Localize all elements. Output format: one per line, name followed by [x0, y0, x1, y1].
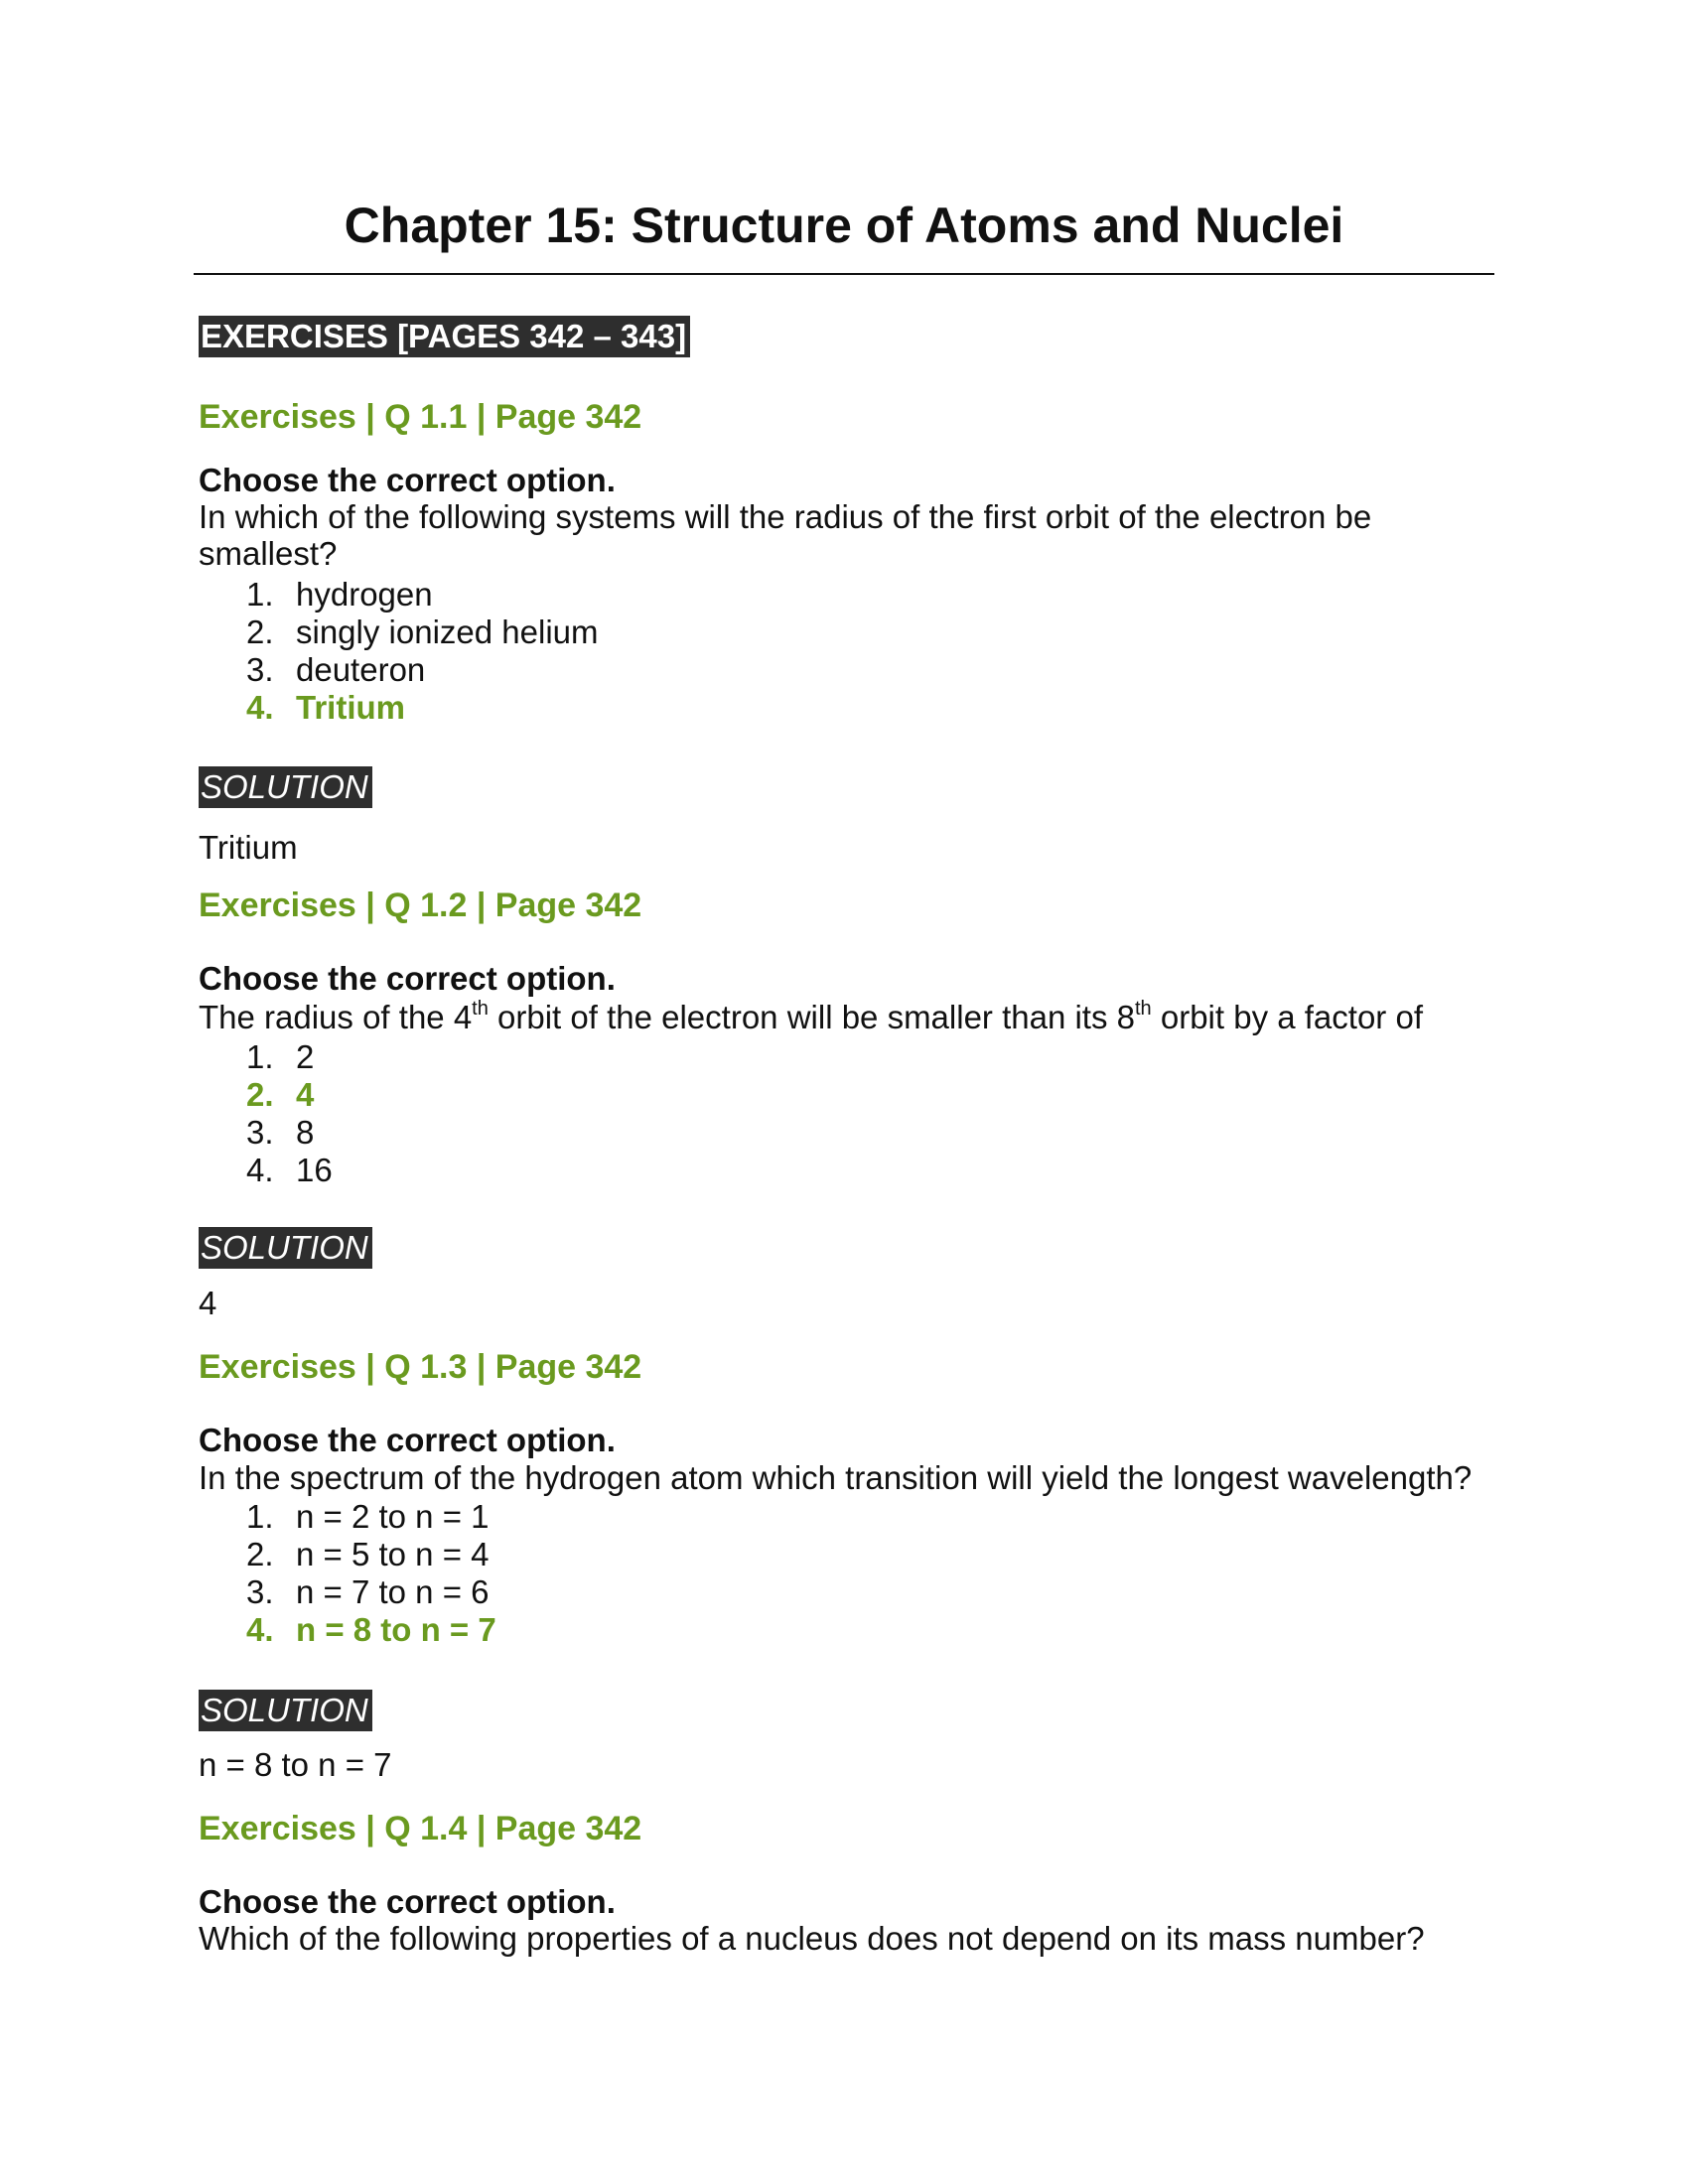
option-1-2-d: 4. 16	[246, 1152, 333, 1188]
question-prompt-1-2: Choose the correct option.	[199, 960, 616, 997]
question-ref-1-2: Exercises | Q 1.2 | Page 342	[199, 887, 642, 924]
option-1-3-b: 2. n = 5 to n = 4	[246, 1536, 490, 1572]
option-1-1-a: 1. hydrogen	[246, 576, 433, 613]
question-text-1-3: In the spectrum of the hydrogen atom which transition will yield the longest wavelength?	[199, 1459, 1473, 1496]
option-1-2-b-correct: 2. 4	[246, 1076, 315, 1113]
question-text-1-2: The radius of the 4th orbit of the electron will be smaller than its 8th orbit by a factor of	[199, 998, 1423, 1035]
title-rule	[194, 273, 1494, 275]
exercises-header: EXERCISES [PAGES 342 – 343]	[199, 316, 690, 357]
option-1-1-b: 2. singly ionized helium	[246, 614, 599, 650]
question-prompt-1-1: Choose the correct option.	[199, 462, 616, 498]
option-1-3-a: 1. n = 2 to n = 1	[246, 1498, 490, 1535]
question-ref-1-1: Exercises | Q 1.1 | Page 342	[199, 398, 642, 436]
solution-label-1-3: SOLUTION	[199, 1690, 372, 1731]
option-1-3-c: 3. n = 7 to n = 6	[246, 1573, 490, 1610]
option-1-1-c: 3. deuteron	[246, 651, 426, 688]
solution-label-1-1: SOLUTION	[199, 766, 372, 808]
option-1-2-c: 3. 8	[246, 1114, 315, 1151]
question-prompt-1-4: Choose the correct option.	[199, 1883, 616, 1920]
answer-1-2: 4	[199, 1285, 217, 1321]
options-list-1-2	[246, 1038, 333, 1189]
chapter-title: Chapter 15: Structure of Atoms and Nuclei	[344, 198, 1344, 253]
options-list-1-3	[246, 1498, 496, 1649]
option-1-1-d-correct: 4. Tritium	[246, 689, 406, 726]
options-list-1-1	[246, 576, 599, 727]
answer-1-3: n = 8 to n = 7	[199, 1746, 392, 1783]
question-ref-1-4: Exercises | Q 1.4 | Page 342	[199, 1810, 642, 1847]
question-text-1-1: In which of the following systems will the radius of the first orbit of the electron be smallest?	[199, 498, 1372, 572]
question-text-1-4: Which of the following properties of a nucleus does not depend on its mass number?	[199, 1920, 1425, 1957]
answer-1-1: Tritium	[199, 829, 298, 866]
option-1-2-a: 1. 2	[246, 1038, 315, 1075]
question-prompt-1-3: Choose the correct option.	[199, 1422, 616, 1458]
solution-label-1-2: SOLUTION	[199, 1227, 372, 1269]
option-1-3-d-correct: 4. n = 8 to n = 7	[246, 1611, 496, 1648]
question-ref-1-3: Exercises | Q 1.3 | Page 342	[199, 1348, 642, 1386]
